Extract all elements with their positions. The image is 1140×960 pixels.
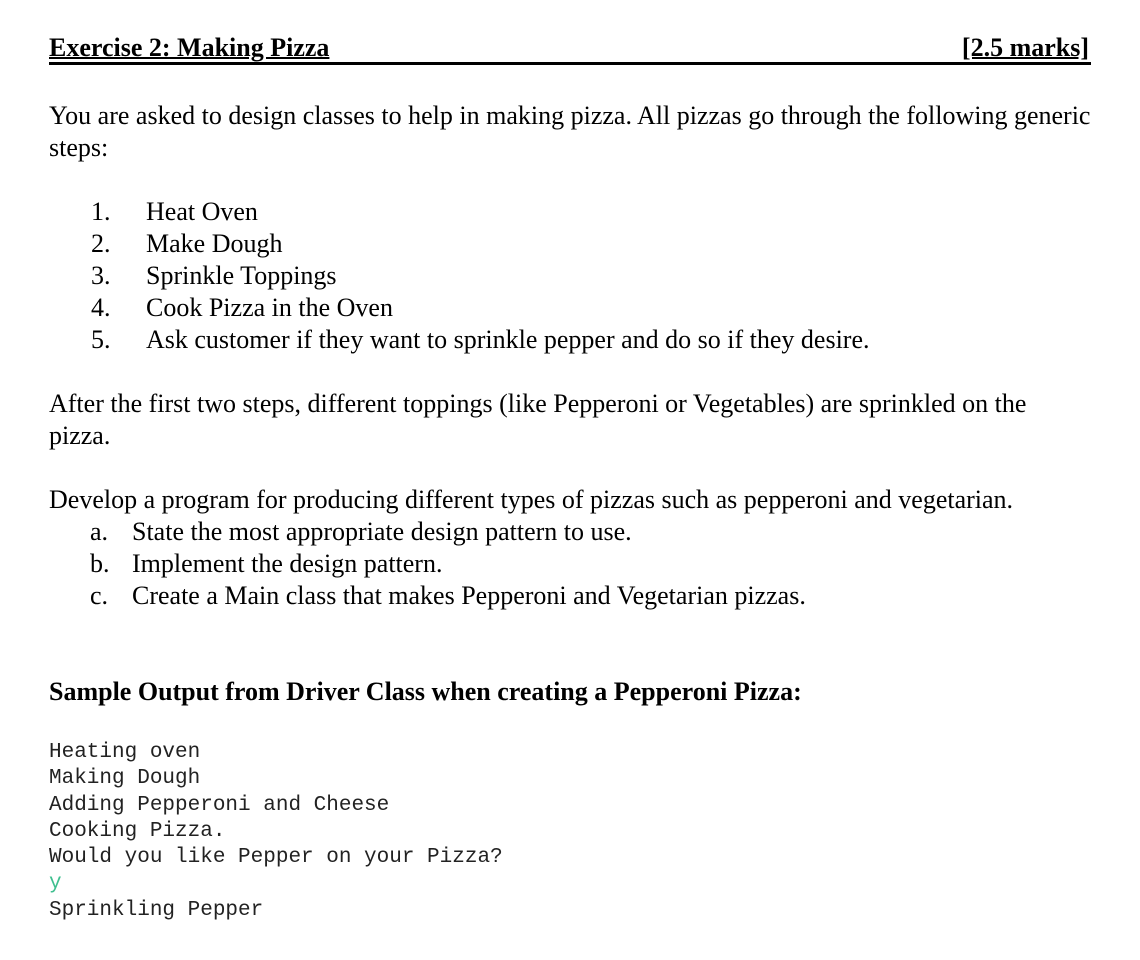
task-letter: c. <box>90 581 109 610</box>
step-item <box>49 324 1091 356</box>
task-item <box>49 580 1091 612</box>
task-text: Create a Main class that makes Pepperoni and Vegetarian pizzas. <box>132 581 806 610</box>
console-line: Sprinkling Pepper <box>49 898 264 922</box>
console-line: Heating oven <box>49 741 201 764</box>
task-text: State the most appropriate design pattern to use. <box>132 517 632 546</box>
exercise-page <box>49 30 1091 924</box>
step-number: 1. <box>91 197 111 226</box>
step-text: Sprinkle Toppings <box>146 261 337 290</box>
exercise-header <box>49 30 1091 65</box>
task-letter: b. <box>90 549 110 578</box>
task-item <box>49 548 1091 580</box>
step-number: 4. <box>91 293 111 322</box>
intro-paragraph: You are asked to design classes to help in making pizza. All pizzas go through the following generic steps: <box>49 101 1091 162</box>
steps-list <box>49 196 1091 356</box>
step-number: 3. <box>91 261 111 290</box>
task-letter: a. <box>90 517 109 546</box>
step-text: Cook Pizza in the Oven <box>146 293 393 322</box>
step-item <box>49 196 1091 228</box>
step-number: 2. <box>91 229 111 258</box>
console-line: Would you like Pepper on your Pizza? <box>49 846 503 870</box>
sample-output-console <box>49 740 1091 924</box>
exercise-title: Exercise 2: Making Pizza <box>49 33 330 62</box>
console-line: Cooking Pizza. <box>49 819 226 843</box>
step-text: Make Dough <box>146 229 283 258</box>
sample-output-heading: Sample Output from Driver Class when creating a Pepperoni Pizza: <box>49 677 802 706</box>
step-number: 5. <box>91 325 111 354</box>
task-text: Implement the design pattern. <box>132 549 443 578</box>
console-line: Making Dough <box>49 767 201 791</box>
step-text: Heat Oven <box>146 197 258 226</box>
task-item <box>49 516 1091 548</box>
step-item <box>49 228 1091 260</box>
console-line: Adding Pepperoni and Cheese <box>49 793 390 817</box>
develop-paragraph: Develop a program for producing different types of pizzas such as pepperoni and vegetarian. <box>49 485 1014 514</box>
tasks-list <box>49 516 1091 612</box>
step-item <box>49 260 1091 292</box>
step-item <box>49 292 1091 324</box>
toppings-paragraph: After the first two steps, different toppings (like Pepperoni or Vegetables) are sprinkled on the pizza. <box>49 389 1027 450</box>
step-text: Ask customer if they want to sprinkle pepper and do so if they desire. <box>146 325 870 354</box>
console-user-input: y <box>49 872 62 896</box>
exercise-marks: [2.5 marks] <box>961 33 1089 62</box>
